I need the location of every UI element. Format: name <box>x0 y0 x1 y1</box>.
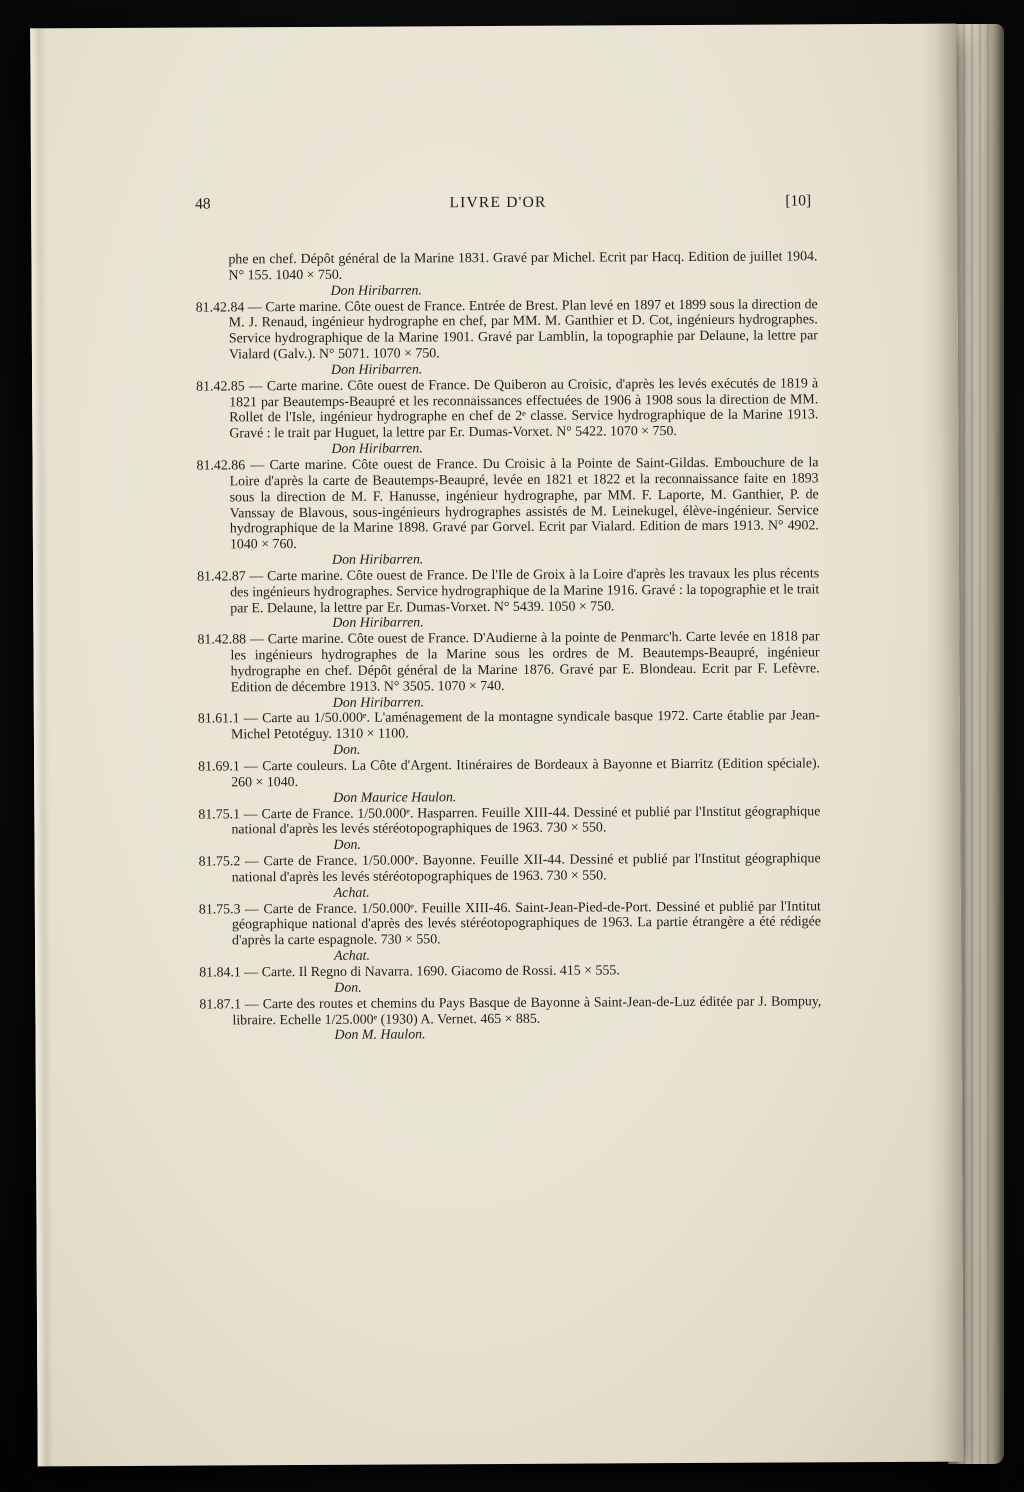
entry-dash: — <box>240 854 264 870</box>
entry-donation: Don Hiribarren. <box>332 695 425 711</box>
entry-donation: Don Hiribarren. <box>330 283 422 299</box>
entry-donation: Don Maurice Haulon. <box>333 789 457 806</box>
entry-number: 81.87.1 <box>199 997 242 1013</box>
entry-donation: Achat. <box>334 948 371 964</box>
entry-number: 81.75.1 <box>198 806 241 823</box>
entry-text: Carte de France. 1/50.000ᵉ. Feuille XIII-46. Saint-Jean-Pied-de-Port. Dessiné et publié par l'Intitut géographique national d'après des levés stéréotopographiques de 1963. La partie étrangère a été rédigée d'après la carte espagnole. 730 × 550. <box>231 898 821 949</box>
catalog-entry <box>198 804 820 855</box>
entries-list <box>195 249 821 1044</box>
catalog-entry <box>199 899 821 966</box>
entry-text: Carte des routes et chemins du Pays Basque de Bayonne à Saint-Jean-de-Luz éditée par J. Bompuy, libraire. Echelle 1/25.000ᵉ (1930) A. Vernet. 465 × 885. <box>232 993 822 1028</box>
entry-text: Carte marine. Côte ouest de France. Entrée de Brest. Plan levé en 1897 et 1899 sous la direction de M. J. Renaud, ingénieur hydrographe en chef, par MM. M. Ganthier et D. Cot, ingénieurs hydrographes. Service hydrographique de la Marine 1901. Gravé par Lamblin, la topographie par Delaune, la lettre par Vialard (Galv.). N° 5071. 1070 × 750. <box>228 296 818 363</box>
entry-donation: Don Hiribarren. <box>332 615 424 632</box>
entry-dash: — <box>245 569 268 585</box>
entry-donation: Don Hiribarren. <box>331 552 424 568</box>
entry-number: 81.61.1 <box>197 711 240 728</box>
entry-dash: — <box>240 965 262 981</box>
entry-dash: — <box>240 901 264 917</box>
entry-text: Carte marine. Côte ouest de France. De Quiberon au Croisic, d'après les levés exécutés de 1819 à 1821 par Beautemps-Beaupré et les reconnaissances effectuées de 1906 à 1908 sous la direction de MM. Rollet de l'Isle, ingénieur hydrographe en chef de 2ᵉ classe. Service hydrographique de la Marine 1913. Gravé : le trait par Huguet, la lettre par Er. Dumas-Vorxet. N° 5422. 1070 × 750. <box>229 376 819 442</box>
catalog-entry <box>198 756 820 807</box>
entry-body <box>195 249 817 284</box>
plate-number: [10] <box>785 192 812 210</box>
entry-number: 81.42.87 <box>197 569 246 585</box>
entry-text: Carte de France. 1/50.000ᵉ. Hasparren. Feuille XIII-44. Dessiné et publié par l'Institut géographique national d'après les levés stéréotopographiques de 1963. 730 × 550. <box>231 803 821 838</box>
entry-number: 81.75.2 <box>198 854 241 870</box>
entry-donation: Don. <box>334 980 362 996</box>
entry-number: 81.42.86 <box>196 458 246 474</box>
entry-body <box>199 851 821 886</box>
entry-dash: — <box>244 378 267 395</box>
entry-dash: — <box>239 806 262 822</box>
page-number: 48 <box>195 195 211 213</box>
entry-donation: Don. <box>332 742 361 759</box>
entry-dash: — <box>240 996 263 1012</box>
entry-dash: — <box>239 759 263 775</box>
catalog-entry <box>199 962 821 997</box>
entry-body <box>198 804 820 839</box>
page-title: LIVRE D'OR <box>449 193 547 212</box>
catalog-entry <box>196 455 819 569</box>
catalog-entry <box>199 851 821 902</box>
catalog-entry <box>195 249 817 300</box>
entry-number: 81.42.84 <box>195 299 245 316</box>
entry-number: 81.42.88 <box>197 632 247 648</box>
catalog-entry <box>197 566 819 633</box>
running-head <box>195 192 811 213</box>
entry-donation: Don Hiribarren. <box>330 362 423 378</box>
entry-text: Carte. Il Regno di Navarra. 1690. Giacomo de Rossi. 415 × 555. <box>261 963 620 981</box>
catalog-entry <box>199 994 821 1045</box>
catalog-entry <box>198 709 820 760</box>
entry-dash: — <box>245 458 270 474</box>
entry-dash: — <box>246 632 268 648</box>
entry-body <box>199 899 821 950</box>
entry-body <box>196 376 818 443</box>
entry-body <box>199 994 821 1029</box>
entry-number: 81.84.1 <box>199 965 241 981</box>
book-page <box>30 24 964 1467</box>
entry-text: Carte de France. 1/50.000ᵉ. Bayonne. Feuille XII-44. Dessiné et publié par l'Institut géographique national d'après les levés stéréotopographiques de 1963. 730 × 550. <box>231 851 821 886</box>
entry-body <box>196 455 818 553</box>
entry-dash: — <box>244 299 266 315</box>
entry-dash: — <box>239 711 263 727</box>
entry-body <box>197 630 819 697</box>
entry-number: 81.42.85 <box>196 379 245 395</box>
entry-text: Carte au 1/50.000ᵉ. L'aménagement de la montagne syndicale basque 1972. Carte établie par Jean-Michel Petotéguy. 1310 × 1100. <box>230 708 820 743</box>
entry-donation: Don M. Haulon. <box>334 1027 426 1044</box>
entry-body <box>198 756 820 791</box>
entry-body <box>197 566 819 617</box>
catalog-entry <box>196 376 818 458</box>
entry-text: Carte marine. Côte ouest de France. De l'Ile de Groix à la Loire d'après les travaux les plus récents des ingénieurs hydrographes. Service hydrographique de la Marine 1916. Gravé : la topographie et le trait par E. Delaune, la lettre par Er. Dumas-Vorxet. N° 5439. 1050 × 750. <box>230 566 820 616</box>
entry-body <box>198 709 820 744</box>
entry-body <box>196 297 818 364</box>
entry-text: Carte marine. Côte ouest de France. D'Audierne à la pointe de Penmarc'h. Carte levée en 1818 par les ingénieurs hydrographes de la Marine sous les ordres de M. Beautemps-Beaupré, ingénieur hydrographe en chef. Dépôt général de la Marine 1876. Gravé par E. Blondeau. Ecrit par F. Lefèvre. Edition de décembre 1913. N° 3505. 1070 × 740. <box>230 629 820 696</box>
entry-text: Carte couleurs. La Côte d'Argent. Itinéraires de Bordeaux à Bayonne et Biarritz (Edition spéciale). 260 × 1040. <box>231 756 821 791</box>
catalog-entry <box>197 630 819 712</box>
catalog-entry <box>196 297 818 379</box>
entry-text: phe en chef. Dépôt général de la Marine 1831. Gravé par Michel. Ecrit par Hacq. Edition de juillet 1904. N° 155. 1040 × 750. <box>228 249 818 284</box>
entry-donation: Don. <box>333 837 361 854</box>
entry-number: 81.75.3 <box>198 901 241 918</box>
entry-donation: Don Hiribarren. <box>331 441 423 457</box>
entry-text: Carte marine. Côte ouest de France. Du Croisic à la Pointe de Saint-Gildas. Embouchure de la Loire d'après la carte de Beautemps-Beaupré, levée en 1821 et 1822 et la reconnaissance faite en 1893 sous la direction de M. F. Hanusse, ingénieur hydrographe, par MM. F. Laporte, M. Ganthier, P. de Vanssay de Blavous, sous-ingénieurs hydrographes assistés de M. Leinekugel, élève-ingénieur. Service hydrographique de la Marine 1898. Gravé par Gorvel. Ecrit par Vialard. Edition de mars 1913. N° 4902. 1040 × 760. <box>229 455 819 553</box>
entry-donation: Achat. <box>333 885 370 901</box>
entry-number: 81.69.1 <box>198 759 240 775</box>
